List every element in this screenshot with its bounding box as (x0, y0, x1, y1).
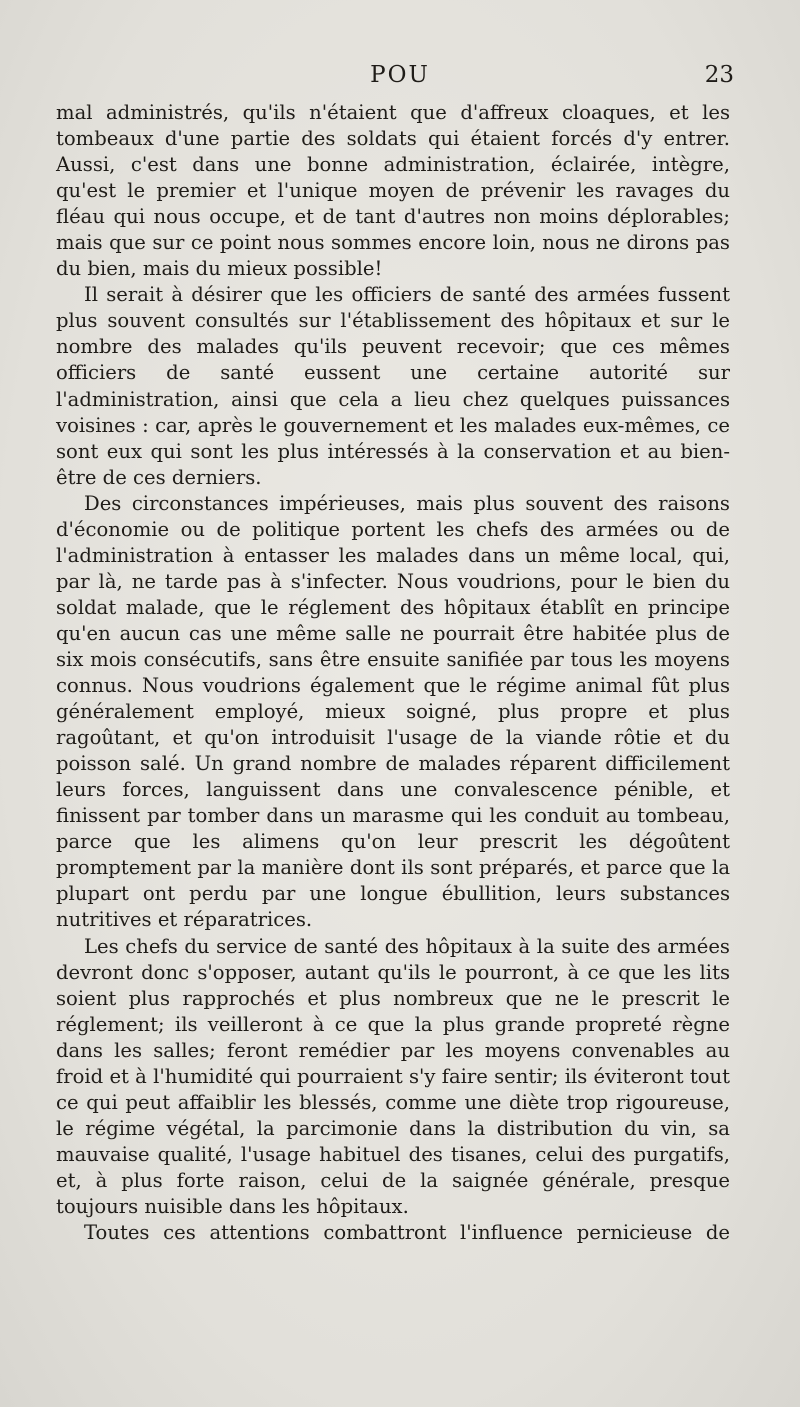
paragraph: Des circonstances impérieuses, mais plus souvent des raisons d'économie ou de politique portent les chefs des armées ou de l'administration à entasser les malades dans un même local, qui, par là, ne tarde pas à s'infecter. Nous voudrions, pour le bien du soldat malade, que le réglement des hôpitaux établît en principe qu'en aucun cas une même salle ne pourrait être habitée plus de six mois consécutifs, sans être ensuite sanifiée par tous les moyens connus. Nous voudrions également que le régime animal fût plus généralement employé, mieux soigné, plus propre et plus ragoûtant, et qu'on introduisit l'usage de la viande rôtie et du poisson salé. Un grand nombre de malades réparent difficilement leurs forces, languissent dans une convalescence pénible, et finissent par tomber dans un marasme qui les conduit au tombeau, parce que les alimens qu'on leur prescrit les dégoûtent promptement par la manière dont ils sont préparés, et parce que la plupart ont perdu par une longue ébullition, leurs substances nutritives et réparatrices. (56, 491, 730, 932)
page-header (0, 62, 800, 102)
paragraph: mal administrés, qu'ils n'étaient que d'affreux cloaques, et les tombeaux d'une partie des soldats qui étaient forcés d'y entrer. Aussi, c'est dans une bonne administration, éclairée, intègre, qu'est le premier et l'unique moyen de prévenir les ravages du fléau qui nous occupe, et de tant d'autres non moins déplorables; mais que sur ce point nous sommes encore loin, nous ne dirons pas du bien, mais du mieux possible! (56, 101, 730, 281)
page-number: 23 (704, 62, 734, 88)
running-head: POU (370, 62, 430, 88)
paragraph: Il serait à désirer que les officiers de santé des armées fussent plus souvent consultés sur l'établissement des hôpitaux et sur le nombre des malades qu'ils peuvent recevoir; que ces mêmes officiers de santé eussent une certaine autorité sur l'administration, ainsi que cela a lieu chez quelques puissances voisines : car, après le gouvernement et les malades eux-mêmes, ce sont eux qui sont les plus intéressés à la conservation et au bien-être de ces derniers. (56, 283, 730, 489)
body-text (56, 100, 730, 1246)
paragraph: Toutes ces attentions combattront l'influence pernicieuse de (84, 1221, 730, 1245)
paragraph: Les chefs du service de santé des hôpitaux à la suite des armées devront donc s'opposer, autant qu'ils le pourront, à ce que les lits soient plus rapprochés et plus nombreux que ne le prescrit le réglement; ils veilleront à ce que la plus grande propreté règne dans les salles; feront remédier par les moyens convenables au froid et à l'humidité qui pourraient s'y faire sentir; ils éviteront tout ce qui peut affaiblir les blessés, comme une diète trop rigoureuse, le régime végétal, la parcimonie dans la distribution du vin, sa mauvaise qualité, l'usage habituel des tisanes, celui des purgatifs, et, à plus forte raison, celui de la saignée générale, presque toujours nuisible dans les hôpitaux. (56, 934, 730, 1218)
